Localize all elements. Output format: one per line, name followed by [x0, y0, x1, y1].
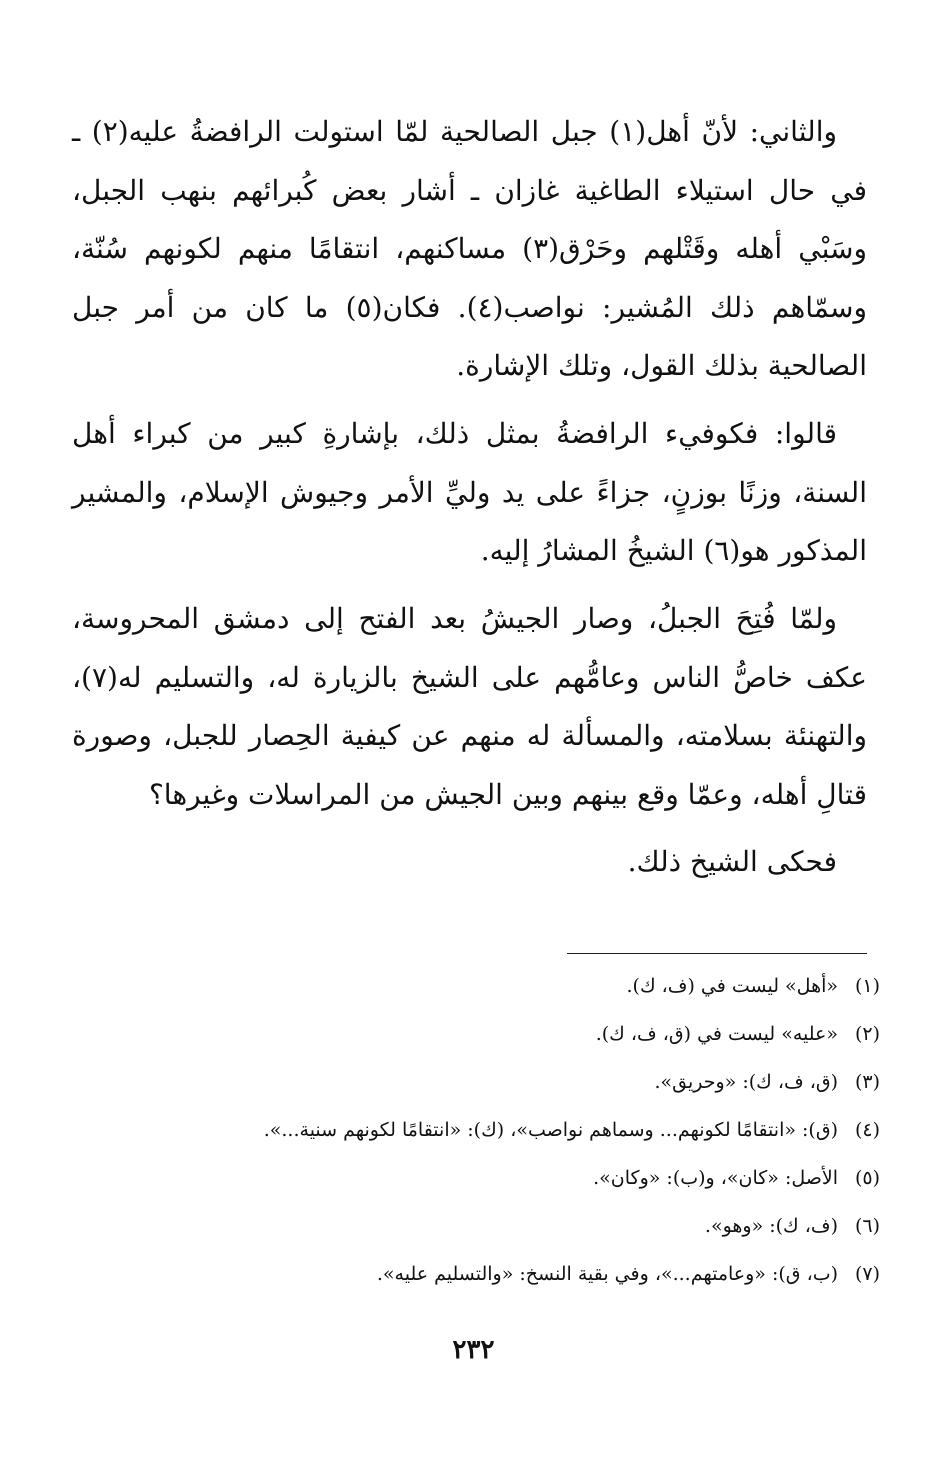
footnote-number: (٢): [854, 1023, 880, 1045]
footnote-number: (٥): [854, 1167, 880, 1189]
footnote-item: [72, 1202, 880, 1250]
paragraph-3: [72, 590, 867, 824]
footnote-text: (ف، ك): «وهو».: [704, 1215, 838, 1237]
paragraph-4: [72, 833, 867, 892]
paragraph-3-text: ولمّا فُتِحَ الجبلُ، وصار الجيشُ بعد الفتح إلى دمشق المحروسة، عكف خاصُّ الناس وعامُّهم على الشيخ بالزيارة له، والتسليم له(٧)، والتهنئة بسلامته، والمسألة له منهم عن كيفية الحِصار للجبل، وصورة قتالِ أهله، وعمّا وقع بينهم وبين الجيش من المراسلات وغيرها؟: [72, 602, 867, 811]
footnote-text: «أهل» ليست في (ف، ك).: [626, 975, 838, 997]
footnote-item: [72, 1106, 880, 1154]
paragraph-2-text: قالوا: فكوفيء الرافضةُ بمثل ذلك، بإشارةِ كبير من كبراء أهل السنة، وزنًا بوزنٍ، جزاءً على يد وليِّ الأمر وجيوش الإسلام، والمشير المذكور هو(٦) الشيخُ المشارُ إليه.: [72, 417, 867, 567]
footnote-number: (٤): [854, 1119, 880, 1141]
footnote-separator: [567, 953, 867, 954]
paragraph-2: [72, 405, 867, 581]
footnote-text: (ق): «انتقامًا لكونهم... وسماهم نواصب»، (ك): «انتقامًا لكونهم سنية...».: [263, 1119, 838, 1141]
footnote-text: (ب، ق): «وعامتهم...»، وفي بقية النسخ: «والتسليم عليه».: [376, 1263, 838, 1285]
footnote-number: (١): [854, 975, 880, 997]
footnote-item: [72, 1058, 880, 1106]
paragraph-4-text: فحكى الشيخ ذلك.: [627, 845, 837, 878]
footnote-item: [72, 1250, 880, 1298]
footnote-item: [72, 1010, 880, 1058]
footnote-number: (٣): [854, 1071, 880, 1093]
footnote-item: [72, 1154, 880, 1202]
footnote-number: (٧): [854, 1263, 880, 1285]
page-number: ٢٣٢: [452, 1335, 495, 1365]
footnote-item: [72, 962, 880, 1010]
footnote-number: (٦): [854, 1215, 880, 1237]
footnote-text: (ق، ف، ك): «وحريق».: [654, 1071, 838, 1093]
paragraph-1-text: والثاني: لأنّ أهل(١) جبل الصالحية لمّا استولت الرافضةُ عليه(٢) ـ في حال استيلاء الطاغية غازان ـ أشار بعض كُبرائهم بنهب الجبل، وسَبْي أهله وقَتْلهم وحَرْق(٣) مساكنهم، انتقامًا منهم لكونهم سُنّة، وسمّاهم ذلك المُشير: نواصب(٤). فكان(٥) ما كان من أمر جبل الصالحية بذلك القول، وتلك الإشارة.: [72, 115, 867, 382]
footnote-text: الأصل: «كان»، و(ب): «وكان».: [593, 1167, 838, 1189]
paragraph-1: [72, 103, 867, 396]
footnotes-list: [72, 962, 880, 1298]
footnote-text: «عليه» ليست في (ق، ف، ك).: [595, 1023, 838, 1045]
